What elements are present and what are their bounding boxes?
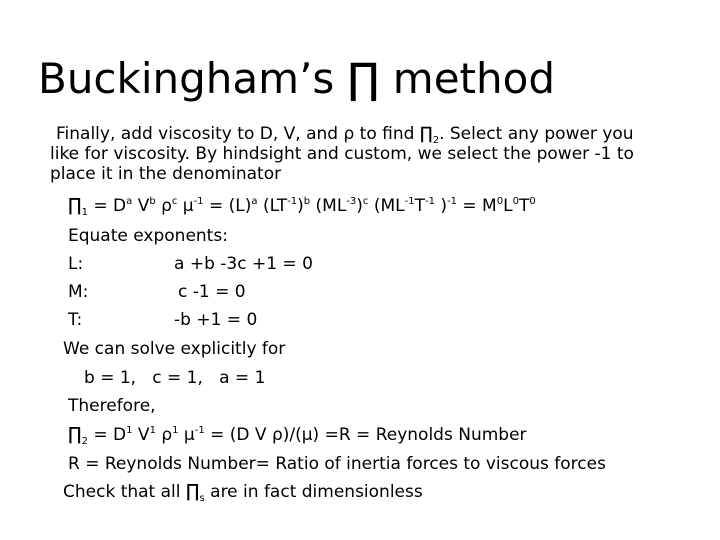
intro-line-1 — [56, 124, 686, 144]
pi2-exp: 1 — [172, 425, 179, 436]
check-pi-subscript: s — [199, 493, 205, 504]
pi1-exp: -1 — [287, 196, 298, 207]
pi2-equation — [68, 425, 527, 445]
pi1-exp: b — [149, 196, 156, 207]
check-text-post: are in fact dimensionless — [204, 482, 423, 502]
intro-line-3: place it in the denominator — [50, 164, 282, 184]
pi1-term: = (L) — [203, 196, 252, 216]
pi1-exp: 0 — [496, 196, 504, 207]
pi1-exp: -1 — [424, 196, 435, 207]
pi2-exp: 1 — [149, 425, 156, 436]
t-label: T: — [68, 310, 83, 330]
pi2-term: ρ — [155, 425, 173, 445]
pi1-term: T — [518, 196, 530, 216]
intro-paragraph — [50, 124, 686, 184]
pi1-exp: a — [251, 196, 258, 207]
pi1-subscript: 1 — [81, 207, 88, 218]
pi1-exp: b — [303, 196, 311, 207]
therefore-text: Therefore, — [68, 396, 156, 416]
pi1-exp: 0 — [529, 196, 536, 207]
pi1-term: L — [503, 196, 513, 216]
intro-text-1: Finally, add viscosity to D, V, and ρ to find ∏ — [56, 124, 433, 144]
pi1-term: μ — [177, 196, 194, 216]
pi1-term: = D — [88, 196, 127, 216]
intro-line-2: like for viscosity. By hindsight and custom, we select the power -1 to — [50, 144, 634, 164]
solution-text: b = 1, c = 1, a = 1 — [84, 368, 266, 388]
pi1-term: ) — [434, 196, 448, 216]
pi1-exp: -1 — [193, 196, 204, 207]
pi1-exp: -1 — [404, 196, 415, 207]
pi1-exp: a — [126, 196, 133, 207]
pi2-exp: 1 — [126, 425, 133, 436]
pi2-subscript: 2 — [81, 436, 88, 447]
solve-text: We can solve explicitly for — [63, 339, 286, 359]
pi1-term: = M — [457, 196, 497, 216]
intro-text-2: . Select any power you — [439, 124, 634, 144]
m-equation: c -1 = 0 — [178, 282, 246, 302]
check-pi-symbol: ∏ — [185, 481, 200, 502]
pi1-term: ) — [297, 196, 304, 216]
pi1-symbol: ∏ — [68, 195, 82, 216]
l-equation: a +b -3c +1 = 0 — [174, 254, 313, 274]
pi1-term: V — [132, 196, 150, 216]
check-text — [63, 482, 423, 502]
intro-pi-subscript: 2 — [432, 135, 440, 146]
pi1-term: ρ — [155, 196, 172, 216]
pi1-exp: -3 — [346, 196, 357, 207]
pi2-term: V — [132, 425, 150, 445]
t-equation: -b +1 = 0 — [174, 310, 258, 330]
m-label: M: — [68, 282, 89, 302]
l-label: L: — [68, 254, 84, 274]
pi1-exp: c — [362, 196, 369, 207]
pi2-term: μ — [178, 425, 195, 445]
pi1-exp: 0 — [512, 196, 519, 207]
pi2-term: = (D V ρ)/(μ) =R = Reynolds Number — [204, 425, 527, 445]
pi2-exp: -1 — [194, 425, 205, 436]
pi1-term: ) — [356, 196, 363, 216]
pi1-exp: c — [171, 196, 178, 207]
check-text-pre: Check that all — [63, 482, 186, 502]
slide-title: Buckingham’s ∏ method — [38, 54, 555, 103]
pi2-symbol: ∏ — [68, 424, 82, 445]
pi1-term: (ML — [368, 196, 405, 216]
pi1-term: T — [414, 196, 425, 216]
pi2-term: = D — [88, 425, 127, 445]
pi1-term: (ML — [310, 196, 347, 216]
equate-heading: Equate exponents: — [68, 226, 228, 246]
pi1-exp: -1 — [447, 196, 457, 207]
pi1-term: (LT — [257, 196, 288, 216]
reynolds-definition: R = Reynolds Number= Ratio of inertia forces to viscous forces — [68, 454, 606, 474]
pi1-equation — [68, 196, 536, 216]
